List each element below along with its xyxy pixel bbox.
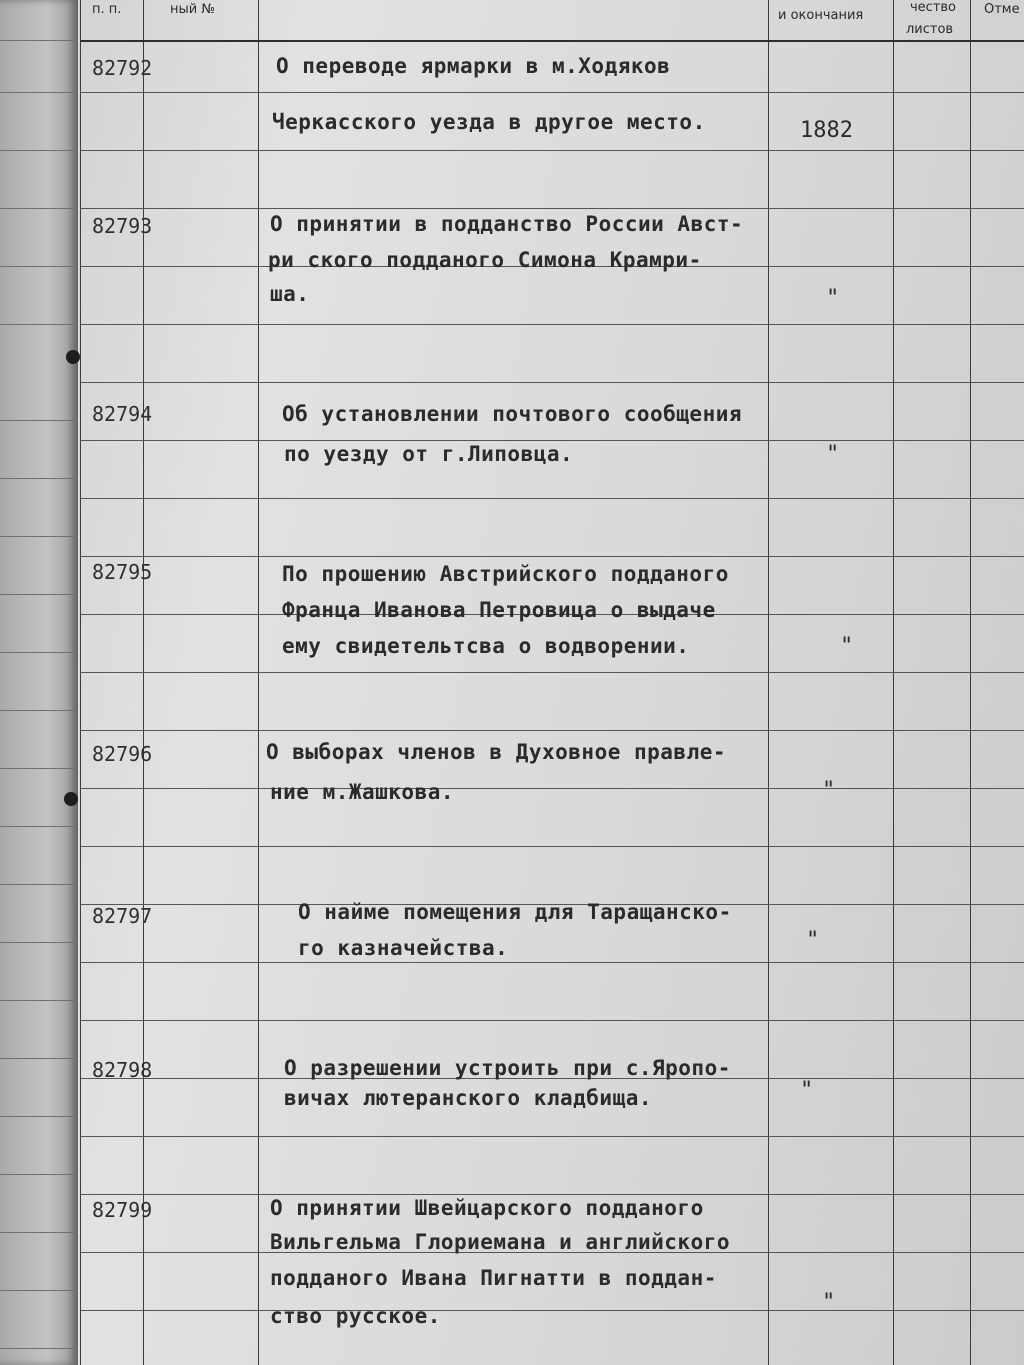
- header-col-dates: и окончания: [778, 8, 864, 23]
- entry-title-line: О выборах членов в Духовное правле-: [266, 740, 727, 764]
- entry-title-line: ние м.Жашкова.: [270, 780, 455, 804]
- column-rule: [768, 0, 769, 1365]
- entry-ditto-mark: ": [822, 778, 836, 803]
- header-col-sheets-2: листов: [906, 22, 954, 37]
- entry-title-line: О разрешении устроить при с.Яропо-: [284, 1056, 731, 1080]
- binding-hole-1: [66, 350, 80, 364]
- entry-title-line: вичах лютеранского кладбища.: [284, 1086, 653, 1110]
- entry-number: 82793: [92, 214, 153, 238]
- header-col-inventory: ный №: [170, 2, 215, 17]
- entry-title-line: Черкасского уезда в другое место.: [272, 110, 706, 134]
- entry-ditto-mark: ": [800, 1078, 814, 1103]
- entry-ditto-mark: ": [806, 928, 820, 953]
- column-rule: [143, 0, 144, 1365]
- entry-number: 82796: [92, 742, 153, 766]
- column-rule: [893, 0, 894, 1365]
- entry-title-line: О принятии в подданство России Авст-: [270, 212, 744, 236]
- entry-number: 82792: [92, 56, 153, 80]
- entry-number: 82794: [92, 402, 153, 426]
- entry-ditto-mark: ": [840, 634, 854, 659]
- entry-title-line: Об установлении почтового сообщения: [282, 402, 743, 426]
- entry-title-line: по уезду от г.Липовца.: [284, 442, 574, 466]
- entry-title-line: Вильгельма Глориемана и английского: [270, 1230, 731, 1254]
- column-rule: [258, 0, 259, 1365]
- entry-title-line: ство русское.: [270, 1304, 441, 1328]
- entry-number: 82797: [92, 904, 153, 928]
- entry-title-line: По прошению Австрийского подданого: [282, 562, 729, 586]
- entry-title-line: ша.: [270, 282, 310, 306]
- book-binding: [0, 0, 78, 1365]
- column-rule: [80, 0, 81, 1365]
- entry-title-line: ему свидетельтсва о водворении.: [282, 634, 690, 658]
- entry-title-line: Франца Иванова Петровица о выдаче: [282, 598, 716, 622]
- entry-number: 82799: [92, 1198, 153, 1222]
- binding-hole-2: [64, 792, 78, 806]
- entry-title-line: О найме помещения для Таращанско-: [298, 900, 732, 924]
- entry-number: 82798: [92, 1058, 153, 1082]
- entry-ditto-mark: ": [826, 286, 840, 311]
- column-rule: [970, 0, 971, 1365]
- entry-title-line: подданого Ивана Пигнатти в поддан-: [270, 1266, 717, 1290]
- entry-title-line: го казначейства.: [298, 936, 509, 960]
- header-col-sheets: чество: [910, 0, 957, 15]
- entry-ditto-mark: ": [826, 442, 840, 467]
- header-rule: [80, 40, 1024, 42]
- header-col-number: п. п.: [92, 2, 122, 17]
- entry-title-line: ри ского подданого Симона Крамри-: [268, 248, 702, 272]
- entry-number: 82795: [92, 560, 153, 584]
- header-col-notes: Отме: [984, 2, 1020, 17]
- entry-date: 1882: [800, 118, 853, 143]
- entry-ditto-mark: ": [822, 1290, 836, 1315]
- entry-title-line: О переводе ярмарки в м.Ходяков: [276, 54, 671, 78]
- entry-title-line: О принятии Швейцарского подданого: [270, 1196, 704, 1220]
